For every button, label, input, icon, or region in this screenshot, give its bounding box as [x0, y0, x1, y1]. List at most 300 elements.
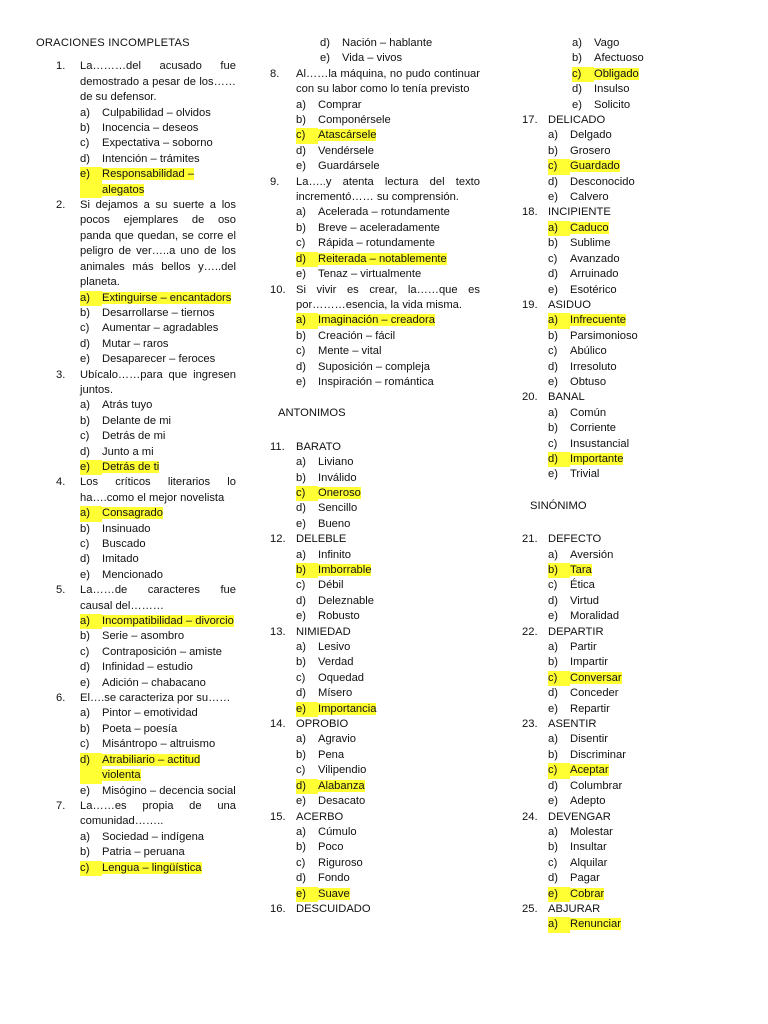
option-text: Corriente — [570, 422, 617, 435]
answer-option — [270, 548, 480, 563]
answer-option — [36, 568, 236, 583]
option-text: Pena — [318, 748, 345, 761]
option-letter: a) — [80, 106, 90, 119]
option-letter: a) — [548, 733, 558, 746]
option-text: Mente – vital — [318, 345, 382, 358]
question-stem — [522, 205, 642, 220]
answer-option — [522, 609, 642, 624]
option-letter: a) — [80, 707, 90, 720]
question-stem — [270, 810, 480, 825]
answer-option — [270, 501, 480, 516]
options-list — [522, 313, 642, 390]
question-text: La……es propia de una comunidad…….. — [80, 799, 236, 828]
options-list — [522, 548, 642, 625]
questions-list — [36, 59, 236, 876]
question-stem — [522, 810, 642, 825]
answer-option — [522, 763, 642, 778]
option-letter: e) — [296, 887, 318, 902]
option-letter: c) — [296, 579, 306, 592]
option-letter: e) — [80, 167, 102, 198]
option-letter: a) — [548, 641, 558, 654]
question-number: 8. — [270, 67, 280, 80]
option-letter: c) — [296, 764, 306, 777]
question-stem — [36, 691, 236, 706]
option-letter: c) — [548, 671, 570, 686]
answer-option — [522, 779, 642, 794]
option-text: Contraposición – amiste — [102, 645, 223, 658]
answer-option — [270, 455, 480, 470]
column-2 — [270, 36, 480, 917]
answer-option — [36, 106, 236, 121]
answer-option — [36, 321, 236, 336]
option-text: Cúmulo — [318, 825, 357, 838]
option-text-highlighted: Caduco — [570, 221, 609, 234]
question-number: 24. — [522, 810, 538, 823]
option-letter: a) — [572, 37, 582, 49]
option-text: Vida – vivos — [342, 52, 403, 65]
answer-option — [522, 267, 642, 282]
option-text: Inocencia – deseos — [102, 122, 199, 135]
option-letter: b) — [548, 841, 558, 854]
option-letter: c) — [548, 437, 558, 450]
option-letter: b) — [548, 422, 558, 435]
options-list — [270, 640, 480, 717]
answer-option — [36, 398, 236, 413]
option-text: Común — [570, 406, 607, 419]
option-text: Infinito — [318, 548, 351, 561]
option-text-highlighted: Tara — [570, 564, 592, 576]
option-text-highlighted: Alabanza — [318, 779, 365, 792]
answer-option — [36, 445, 236, 460]
option-letter: d) — [296, 594, 306, 607]
option-text-highlighted: Responsabilidad – alegatos — [102, 168, 195, 196]
answer-option — [522, 360, 642, 375]
question-stem — [36, 59, 236, 105]
questions-list — [270, 67, 480, 391]
option-letter: c) — [296, 486, 318, 501]
question-number: 4. — [56, 476, 66, 489]
question-stem — [270, 532, 480, 547]
option-letter: d) — [548, 452, 570, 467]
option-letter: b) — [548, 656, 558, 669]
question-text: La…..y atenta lectura del texto incrementó…… su comprensión. — [296, 175, 480, 204]
option-text: Mísero — [318, 687, 353, 700]
question-item — [36, 59, 236, 198]
option-text: Pagar — [570, 872, 600, 885]
question-stem — [270, 902, 480, 917]
answer-option — [270, 779, 480, 794]
option-text: Vago — [594, 37, 620, 49]
option-letter: a) — [548, 406, 558, 419]
answer-option — [270, 871, 480, 886]
option-letter: a) — [548, 825, 558, 838]
option-text: Inspiración – romántica — [318, 375, 434, 388]
answer-option — [522, 67, 642, 82]
question-text: DEFECTO — [548, 533, 602, 546]
answer-option — [270, 732, 480, 747]
option-text: Impartir — [570, 656, 608, 669]
option-letter: a) — [296, 206, 306, 219]
option-text: Componérsele — [318, 114, 391, 127]
answer-option — [270, 344, 480, 359]
question-number: 5. — [56, 584, 66, 597]
options-list — [270, 455, 480, 532]
option-text: Abúlico — [570, 345, 607, 358]
option-text: Aumentar – agradables — [102, 322, 219, 335]
question-stem — [270, 625, 480, 640]
option-letter: b) — [296, 329, 306, 342]
answer-option — [270, 144, 480, 159]
option-letter: d) — [296, 502, 306, 515]
section-title-sinonimo: SINÓNIMO — [530, 499, 587, 512]
option-letter: a) — [296, 733, 306, 746]
answer-option — [36, 522, 236, 537]
options-list — [522, 732, 642, 809]
question-text: Ubícalo……para que ingresen juntos. — [80, 368, 236, 396]
options-list — [270, 98, 480, 175]
option-text: Esotérico — [570, 283, 617, 296]
option-text: Avanzado — [570, 252, 620, 265]
option-text: Breve – aceleradamente — [318, 221, 440, 234]
option-letter: d) — [572, 83, 582, 96]
answer-option — [36, 291, 236, 306]
option-text: Expectativa – soborno — [102, 137, 213, 150]
option-letter: d) — [296, 687, 306, 700]
answer-option — [522, 655, 642, 670]
question-item — [522, 902, 642, 933]
option-text: Parsimonioso — [570, 329, 638, 342]
question-item — [270, 902, 480, 917]
question-stem — [270, 175, 480, 206]
question-text: DEVENGAR — [548, 810, 611, 823]
option-text: Delante de mi — [102, 414, 172, 427]
option-text: Bueno — [318, 517, 351, 530]
answer-option — [270, 252, 480, 267]
option-text-highlighted: Cobrar — [570, 887, 605, 900]
option-text-highlighted: Conversar — [570, 671, 622, 684]
answer-option — [270, 686, 480, 701]
option-letter: e) — [572, 98, 582, 111]
question-item — [36, 198, 236, 367]
option-text-highlighted: Lengua – lingüística — [102, 861, 202, 874]
answer-option — [522, 563, 642, 578]
options-list — [522, 128, 642, 205]
option-letter: a) — [296, 825, 306, 838]
option-letter: d) — [548, 360, 558, 373]
option-text: Sublime — [570, 237, 611, 250]
option-letter: d) — [80, 661, 90, 674]
question-stem — [36, 799, 236, 830]
option-letter: a) — [80, 399, 90, 412]
option-letter: e) — [80, 568, 90, 581]
option-text: Repartir — [570, 702, 610, 715]
option-text: Misántropo – altruismo — [102, 738, 216, 751]
option-letter: c) — [548, 579, 558, 592]
answer-option — [522, 159, 642, 174]
question-item — [36, 799, 236, 876]
option-text: Creación – fácil — [318, 329, 396, 342]
option-text: Robusto — [318, 610, 360, 623]
option-letter: d) — [80, 337, 90, 350]
options-list — [36, 614, 236, 691]
option-letter: e) — [296, 375, 306, 388]
questions-list — [270, 440, 480, 918]
option-letter: c) — [80, 538, 90, 550]
option-letter: e) — [548, 468, 558, 481]
option-letter: b) — [548, 237, 558, 250]
option-letter: e) — [296, 795, 306, 808]
options-list — [270, 548, 480, 625]
option-letter: b) — [296, 841, 306, 854]
answer-option — [36, 552, 236, 567]
continued-options — [270, 36, 480, 67]
answer-option — [36, 167, 236, 198]
answer-option — [522, 917, 642, 932]
question-item — [270, 440, 480, 532]
answer-option — [270, 748, 480, 763]
question-stem — [522, 298, 642, 313]
question-item — [522, 205, 642, 297]
option-letter: c) — [296, 237, 306, 250]
question-item — [522, 625, 642, 717]
question-stem — [522, 902, 642, 917]
option-text: Solicito — [594, 98, 631, 111]
option-text: Patria – peruana — [102, 846, 185, 859]
options-list — [522, 917, 642, 932]
answer-option — [522, 329, 642, 344]
option-letter: d) — [296, 872, 306, 885]
answer-option — [522, 871, 642, 886]
option-text-highlighted: Suave — [318, 887, 350, 900]
option-text: Fondo — [318, 872, 350, 885]
option-text-highlighted: Importancia — [318, 702, 377, 715]
option-letter: e) — [80, 353, 90, 366]
answer-option — [522, 671, 642, 686]
options-list — [522, 406, 642, 483]
questions-list — [522, 113, 642, 483]
answer-option — [36, 429, 236, 444]
option-text: Delgado — [570, 129, 612, 142]
answer-option — [36, 506, 236, 521]
question-number: 13. — [270, 625, 286, 638]
option-text-highlighted: Atrabiliario – actitud violenta — [102, 753, 201, 782]
answer-option — [36, 614, 236, 629]
option-letter: c) — [80, 738, 90, 751]
option-text: Arruinado — [570, 268, 619, 281]
options-list — [36, 291, 236, 368]
question-item — [522, 113, 642, 205]
question-number: 10. — [270, 283, 286, 296]
answer-option — [522, 375, 642, 390]
option-letter: c) — [296, 345, 306, 358]
section-title-antonimos: ANTONIMOS — [278, 407, 346, 420]
question-text: ASIDUO — [548, 298, 591, 311]
question-number: 9. — [270, 175, 280, 188]
answer-option — [522, 686, 642, 701]
option-text: Poeta – poesía — [102, 722, 178, 735]
question-text: ACERBO — [296, 810, 344, 823]
option-text: Buscado — [102, 538, 146, 550]
answer-option — [522, 36, 642, 51]
option-text: Infinidad – estudio — [102, 661, 193, 674]
option-letter: a) — [296, 456, 306, 469]
answer-option — [522, 887, 642, 902]
answer-option — [270, 794, 480, 809]
answer-option — [522, 190, 642, 205]
question-item — [522, 298, 642, 390]
question-stem — [522, 390, 642, 405]
option-text: Insultar — [570, 841, 607, 854]
option-text: Junto a mi — [102, 445, 154, 458]
answer-option — [522, 82, 642, 97]
question-text: INCIPIENTE — [548, 206, 611, 219]
option-letter: c) — [572, 67, 594, 82]
option-letter: e) — [296, 610, 306, 623]
option-text: Oquedad — [318, 671, 365, 684]
option-text: Riguroso — [318, 856, 363, 869]
option-letter: a) — [548, 548, 558, 561]
option-text-highlighted: Aceptar — [570, 764, 609, 777]
option-letter: e) — [548, 375, 558, 388]
question-text: DELEBLE — [296, 533, 347, 546]
option-letter: c) — [80, 430, 90, 443]
answer-option — [522, 406, 642, 421]
option-letter: d) — [320, 37, 330, 49]
option-text: Imitado — [102, 553, 139, 566]
option-letter: d) — [296, 360, 306, 373]
option-text-highlighted: Guardado — [570, 160, 620, 173]
answer-option — [36, 152, 236, 167]
question-stem — [522, 717, 642, 732]
options-list — [270, 205, 480, 282]
answer-option — [522, 732, 642, 747]
question-stem — [36, 368, 236, 399]
question-text: DEPARTIR — [548, 625, 604, 638]
answer-option — [522, 236, 642, 251]
option-letter: e) — [80, 784, 90, 797]
question-item — [270, 283, 480, 391]
option-letter: d) — [548, 687, 558, 700]
question-stem — [522, 625, 642, 640]
question-stem — [270, 717, 480, 732]
question-item — [522, 390, 642, 482]
option-letter: c) — [548, 763, 570, 778]
option-text: Desacato — [318, 795, 366, 808]
option-letter: b) — [80, 414, 90, 427]
option-text: Grosero — [570, 144, 611, 157]
answer-option — [270, 236, 480, 251]
answer-option — [270, 329, 480, 344]
questions-list — [522, 532, 642, 933]
answer-option — [522, 252, 642, 267]
option-letter: d) — [548, 594, 558, 607]
option-letter: e) — [296, 702, 318, 717]
option-letter: e) — [548, 283, 558, 296]
question-item — [36, 475, 236, 583]
option-text: Deleznable — [318, 594, 374, 607]
answer-option — [270, 578, 480, 593]
option-letter: a) — [548, 221, 570, 236]
question-stem — [270, 440, 480, 455]
option-text: Discriminar — [570, 748, 626, 761]
option-text: Lesivo — [318, 641, 351, 654]
option-letter: e) — [296, 160, 306, 173]
answer-option — [522, 221, 642, 236]
option-text: Liviano — [318, 456, 354, 469]
option-letter: e) — [548, 795, 558, 808]
question-item — [270, 810, 480, 902]
option-text: Alquilar — [570, 856, 608, 869]
option-letter: b) — [548, 144, 558, 157]
question-item — [522, 717, 642, 809]
answer-option — [270, 887, 480, 902]
option-text: Atrás tuyo — [102, 399, 153, 412]
option-letter: c) — [80, 861, 102, 876]
option-text: Columbrar — [570, 779, 623, 792]
option-letter: b) — [80, 306, 90, 319]
question-item — [270, 175, 480, 283]
answer-option — [522, 702, 642, 717]
answer-option — [270, 609, 480, 624]
answer-option — [36, 722, 236, 737]
option-text: Aversión — [570, 548, 614, 561]
option-text: Conceder — [570, 687, 619, 700]
option-text: Trivial — [570, 468, 600, 481]
question-text: Los críticos literarios lo ha….como el mejor novelista — [80, 476, 236, 504]
option-text: Débil — [318, 579, 344, 592]
answer-option — [270, 205, 480, 220]
option-letter: b) — [548, 748, 558, 761]
option-letter: d) — [296, 779, 318, 794]
option-letter: d) — [296, 252, 318, 267]
answer-option — [522, 748, 642, 763]
question-number: 14. — [270, 718, 286, 731]
answer-option — [36, 537, 236, 552]
option-letter: e) — [548, 191, 558, 204]
option-letter: c) — [548, 856, 558, 869]
answer-option — [522, 467, 642, 482]
option-text: Calvero — [570, 191, 609, 204]
option-text-highlighted: Incompatibilidad – divorcio — [102, 615, 234, 628]
option-letter: c) — [80, 137, 90, 150]
option-text: Adepto — [570, 795, 606, 808]
option-text: Agravio — [318, 733, 356, 746]
answer-option — [270, 517, 480, 532]
question-number: 2. — [56, 199, 66, 212]
answer-option — [270, 313, 480, 328]
answer-option — [522, 840, 642, 855]
option-text: Verdad — [318, 656, 354, 669]
answer-option — [36, 676, 236, 691]
option-text: Pintor – emotividad — [102, 707, 198, 720]
options-list — [36, 506, 236, 583]
option-text: Misógino – decencia social — [102, 784, 236, 797]
options-list — [36, 706, 236, 798]
option-letter: d) — [80, 152, 90, 165]
option-letter: a) — [296, 548, 306, 561]
option-text: Molestar — [570, 825, 613, 838]
option-letter: b) — [572, 52, 582, 65]
question-text: La………del acusado fue demostrado a pesar de los…… de su defensor. — [80, 60, 236, 104]
column-1 — [36, 36, 236, 876]
options-list — [36, 398, 236, 475]
question-text: La……de caracteres fue causal del……… — [80, 584, 236, 612]
option-text: Acelerada – rotundamente — [318, 206, 450, 219]
option-letter: e) — [548, 702, 558, 715]
option-letter: b) — [296, 656, 306, 669]
answer-option — [270, 159, 480, 174]
option-text: Ética — [570, 579, 595, 592]
